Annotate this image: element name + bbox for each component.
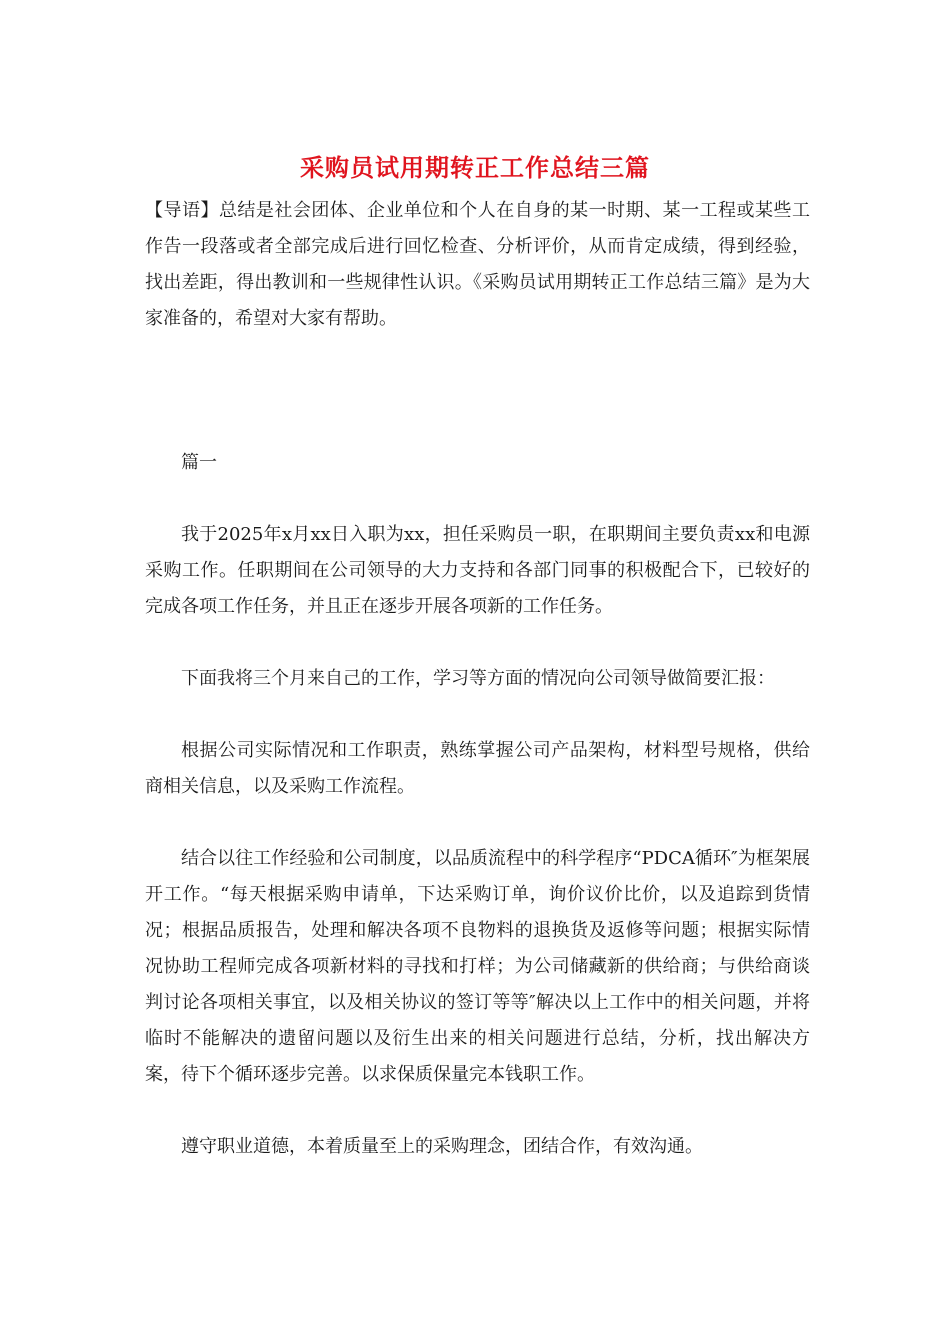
body-paragraph-3: 根据公司实际情况和工作职责，熟练掌握公司产品架构，材料型号规格，供给商相关信息，以及采购工作流程。: [145, 740, 810, 797]
document-body: [145, 193, 810, 1165]
body-paragraph-4: 结合以往工作经验和公司制度，以品质流程中的科学程序“PDCA循环″为框架展开工作。“每天根据采购申请单，下达采购订单，询价议价比价，以及追踪到货情况；根据品质报告，处理和解决各项不良物料的退换货及返修等问题；根据实际情况协助工程师完成各项新材料的寻找和打样；为公司储藏新的供给商；与供给商谈判讨论各项相关事宜，以及相关协议的签订等等″解决以上工作中的相关问题，并将临时不能解决的遗留问题以及衍生出来的相关问题进行总结，分析，找出解决方案，待下个循环逐步完善。以求保质保量完本钱职工作。: [145, 848, 810, 1085]
body-paragraph-5: 遵守职业道德，本着质量至上的采购理念，团结合作，有效沟通。: [181, 1136, 703, 1157]
document-title: 采购员试用期转正工作总结三篇: [300, 153, 650, 182]
body-paragraph-2: 下面我将三个月来自己的工作，学习等方面的情况向公司领导做简要汇报：: [181, 668, 775, 689]
body-paragraph-1: 我于2025年x月xx日入职为xx，担任采购员一职，在职期间主要负责xx和电源采购工作。任职期间在公司领导的大力支持和各部门同事的积极配合下，已较好的完成各项工作任务，并且正在逐步开展各项新的工作任务。: [145, 524, 810, 617]
intro-paragraph: 【导语】总结是社会团体、企业单位和个人在自身的某一时期、某一工程或某些工作告一段落或者全部完成后进行回忆检查、分析评价，从而肯定成绩，得到经验，找出差距，得出教训和一些规律性认识。《采购员试用期转正工作总结三篇》是为大家准备的，希望对大家有帮助。: [145, 200, 810, 329]
section-heading: 篇一: [181, 452, 217, 473]
